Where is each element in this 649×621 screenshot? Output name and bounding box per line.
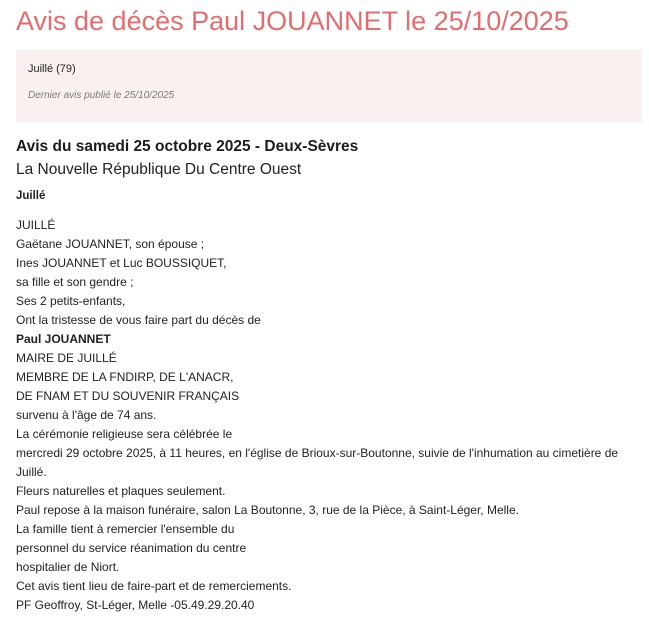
page-title: Avis de décès Paul JOUANNET le 25/10/2025: [16, 6, 569, 36]
notice-line: La famille tient à remercier l'ensemble du: [16, 522, 235, 536]
notice-line: PF Geoffroy, St-Léger, Melle -05.49.29.20.40: [16, 598, 255, 612]
notice-line: Cet avis tient lieu de faire-part et de remerciements.: [16, 579, 292, 593]
notice-body: [16, 216, 642, 615]
info-box: [16, 50, 642, 122]
notice-line: Gaëtane JOUANNET, son épouse ;: [16, 237, 205, 251]
last-published-text: Dernier avis publié le 25/10/2025: [28, 90, 175, 101]
notice-line: DE FNAM ET DU SOUVENIR FRANÇAIS: [16, 389, 240, 403]
newspaper-name: La Nouvelle République Du Centre Ouest: [16, 161, 302, 178]
notice-line: mercredi 29 octobre 2025, à 11 heures, en l'église de Brioux-sur-Boutonne, suivie de l'inhumation au cimetière de Juillé.: [16, 446, 619, 479]
notice-heading: Avis du samedi 25 octobre 2025 - Deux-Sèvres: [16, 138, 359, 155]
deceased-name: Paul JOUANNET: [16, 332, 111, 346]
notice-line: Paul repose à la maison funéraire, salon La Boutonne, 3, rue de la Pièce, à Saint-Léger, Melle.: [16, 503, 519, 517]
notice-line: MEMBRE DE LA FNDIRP, DE L'ANACR,: [16, 370, 234, 384]
notice-line: La cérémonie religieuse sera célébrée le: [16, 427, 233, 441]
notice-line: personnel du service réanimation du centre: [16, 541, 247, 555]
notice-line: Ines JOUANNET et Luc BOUSSIQUET,: [16, 256, 227, 270]
notice-line: Fleurs naturelles et plaques seulement.: [16, 484, 226, 498]
notice-line: MAIRE DE JUILLÉ: [16, 351, 117, 365]
location-text: Juillé (79): [28, 63, 76, 75]
notice-line: Ont la tristesse de vous faire part du décès de: [16, 313, 261, 327]
notice-line: sa fille et son gendre ;: [16, 275, 134, 289]
notice-town: Juillé: [16, 190, 46, 202]
notice-line: Ses 2 petits-enfants,: [16, 294, 126, 308]
notice-line: survenu à l'âge de 74 ans.: [16, 408, 157, 422]
notice-line: JUILLÉ: [16, 218, 56, 232]
notice-line: hospitalier de Niort.: [16, 560, 120, 574]
